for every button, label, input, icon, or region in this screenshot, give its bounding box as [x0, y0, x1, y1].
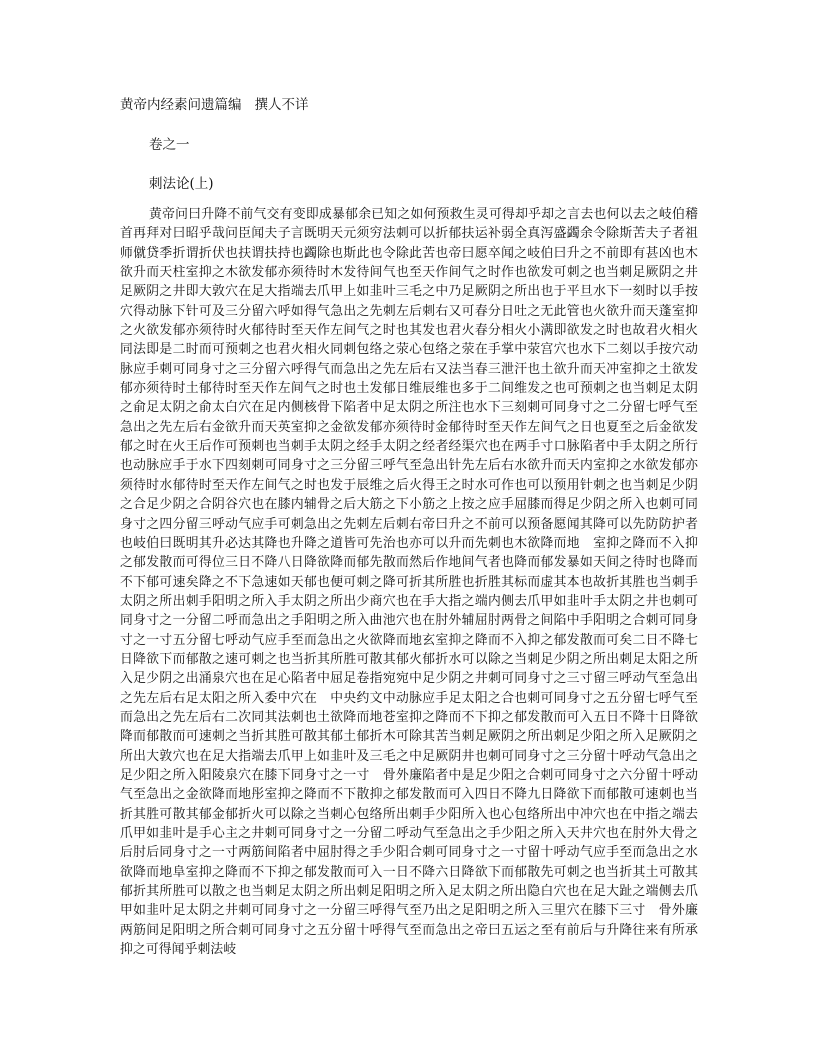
volume-heading: 卷之一 [149, 137, 190, 153]
chapter-heading: 刺法论(上) [149, 176, 214, 192]
document-title: 黄帝内经素问遗篇编 [120, 97, 242, 113]
document-author: 撰人不详 [254, 97, 309, 113]
document-header [120, 96, 309, 114]
body-paragraph: 黄帝问曰升降不前气交有变即成暴郁余已知之如何预救生灵可得却乎却之言去也何以去之岐伯稽首再拜对曰昭乎哉问臣闻夫子言既明天元须穷法刺可以折郁扶运补弱全真泻盛蠲余令除斯苦夫子者祖师僦贷季折谓折伏也扶谓扶持也蠲除也斯此也令除此苦也帝曰愿卒闻之岐伯曰升之不前即有甚凶也木欲升而天柱室抑之木欲发郁亦须待时木发待间气也至天作间气之时作也欲发可刺之也当刺足厥阴之井足厥阴之井即大敦穴在足大指端去爪甲上如韭叶三毛之中乃足厥阴之所出也于平旦水下一刻时以手按穴得动脉下针可及三分留六呼如得气急出之先刺左后刺右又可春分日吐之无此管也火欲升而天蓬室抑之火欲发郁亦须待时火郁待时至天作左间气之时也其发也君火春分相火小满即欲发之时也故君火相火同法即是二时而可预刺之也君火相火同刺包络之荥心包络之荥在手掌中荥宫穴也水下二刻以手按穴动脉应手刺可同身寸之三分留六呼得气而急出之先左后右又法当春三泄汗也土欲升而天冲室抑之土欲发郁亦须待时土郁待时至天作左间气之时也土发郁日维辰维也多于二间维发之也可预刺之也当刺足太阴之俞足太阴之俞太白穴在足内侧核骨下陷者中足太阴之所注也水下三刻刺可同身寸之二分留七呼气至急出之先左后右金欲升而天英室抑之金欲发郁亦须待时金郁待时至天作左间气之日也夏至之后金欲发郁之时在火王后作可预刺也当刺手太阴之经手太阴之经者经渠穴也在两手寸口脉陷者中手太阴之所行也动脉应手于水下四刻刺可同身寸之三分留三呼气至急出针先左后右水欲升而天内室抑之水欲发郁亦须待时水郁待时至天作左间气之时也发于辰维之后火得王之时水可作也可以预用针刺之也当刺足少阴之合足少阴之合阴谷穴也在膝内辅骨之后大筋之下小筋之上按之应手屈膝而得足少阴之所入也刺可同身寸之四分留三呼动气应手可刺急出之先刺左后刺右帝曰升之不前可以预备愿闻其降可以先防防护者也岐伯曰既明其升必达其降也升降之道皆可先治也亦可以升而先刺也木欲降而地 室抑之降而不入抑之郁发散而可得位三日不降八日降欲降而郁先散而然后作地间气者也降而郁发暴如天间之待时也降而不下郁可速矣降之不下急速如天郁也便可刺之降可折其所胜也折胜其标而虚其本也故折其胜也当刺手太阴之所出刺手阳明之所入手太阴之所出少商穴也在手大指之端内侧去爪甲如韭叶手太阴之井也刺可同身寸之一分留二呼而急出之手阳明之所入曲池穴也在肘外辅屈肘两骨之间陷中手阳明之合刺可同身寸之一寸五分留七呼动气应手至而急出之火欲降而地玄室抑之降而不入抑之郁发散而可矣二日不降七日降欲下而郁散之速可刺之也当折其所胜可散其郁火郁折水可以除之当刺足少阴之所出刺足太阳之所入足少阴之出涌泉穴也在足心陷者中屈足卷指宛宛中足少阴之井刺可同身寸之三寸留三呼动气至急出之先左后右足太阳之所入委中穴在 中央约文中动脉应手足太阳之合也刺可同身寸之五分留七呼气至而急出之先左后右二次同其法刺也土欲降而地苍室抑之降而不下抑之郁发散而可入五日不降十日降欲降而郁散而可速刺之当折其胜可散其郁土郁折木可除其苦当刺足厥阴之所出刺足少阳之所入足厥阴之所出大敦穴也在足大指端去爪甲上如韭叶及三毛之中足厥阴井也刺可同身寸之三分留十呼动气急出之足少阳之所入阳陵泉穴在膝下同身寸之一寸 骨外廉陷者中是足少阳之合刺可同身寸之六分留十呼动气至急出之金欲降而地彤室抑之降而不下散抑之郁发散而可入四日不降九日降欲下而郁散可速刺也当折其胜可散其郁金郁折火可以除之当刺心包络所出刺手少阳所入也心包络所出中冲穴也在中指之端去爪甲如韭叶是手心主之井刺可同身寸之一分留二呼动气至急出之手少阳之所入天井穴也在肘外大骨之后肘后同身寸之一寸两筋间陷者中屈肘得之手少阳合刺可同身寸之一寸留十呼动气应手至而急出之水欲降而地阜室抑之降而不下抑之郁发散而可入一日不降六日降欲下而郁散先可刺之也当折其土可散其郁折其所胜可以散之也当刺足太阴之所出刺足阳明之所入足太阴之所出隐白穴也在足大趾之端侧去爪甲如韭叶足太阴之井刺可同身寸之一分留三呼得气至乃出之足阳明之所入三里穴在膝下三寸 骨外廉两筋间足阳明之所合刺可同身寸之五分留十呼得气至而急出之帝曰五运之至有前后与升降往来有所承抑之可得闻乎刺法岐 [120, 207, 698, 958]
